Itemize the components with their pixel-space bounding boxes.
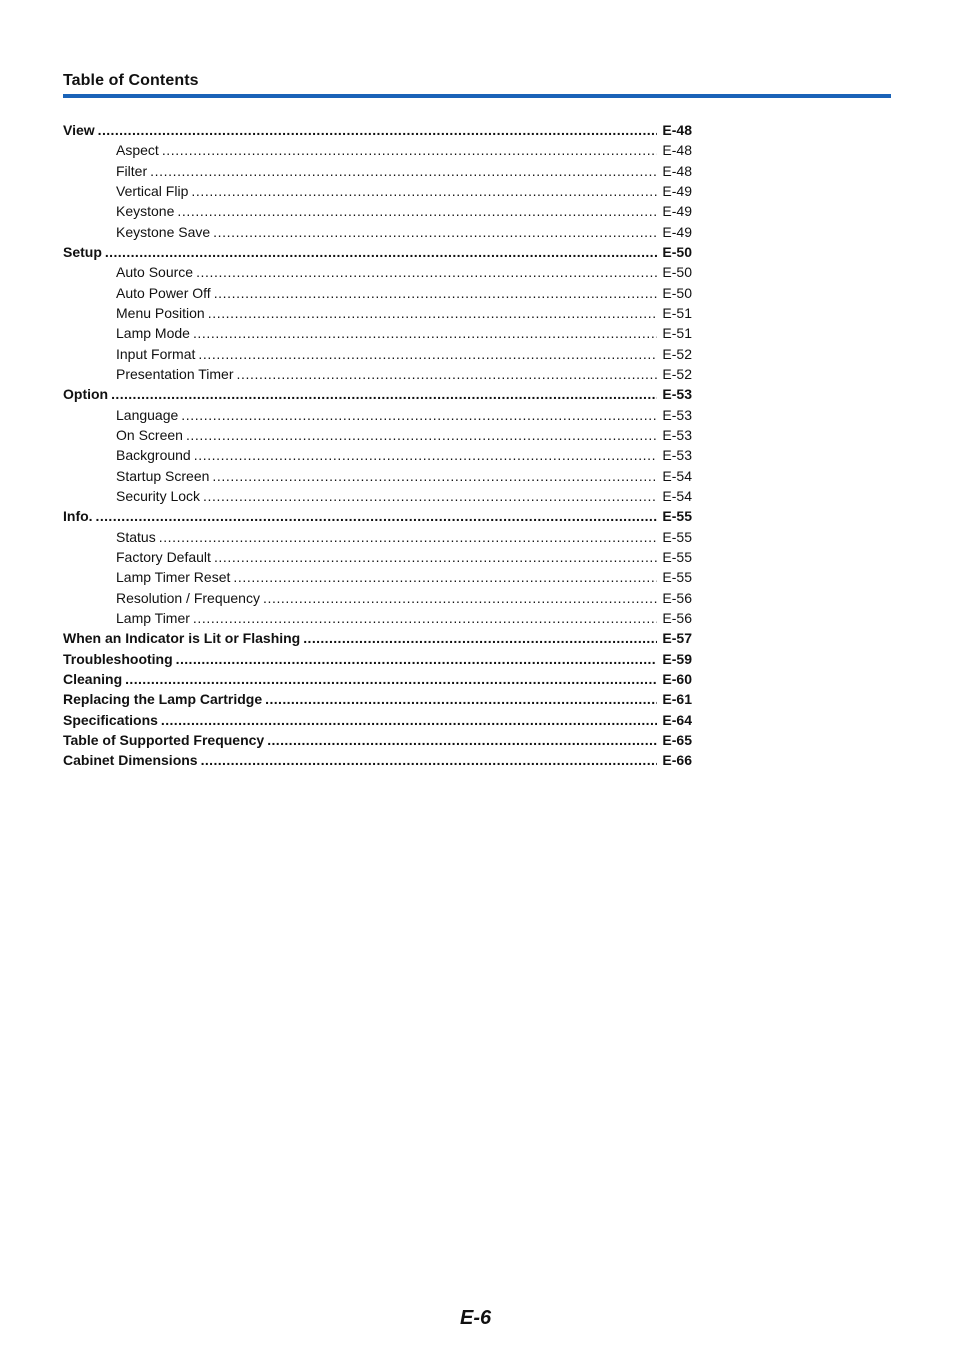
toc-dot-leader [111, 384, 657, 404]
toc-subsection-entry[interactable] [63, 445, 692, 465]
toc-entry-label: Info. [63, 508, 93, 525]
toc-entry-page: E-55 [662, 508, 692, 525]
toc-section-entry[interactable] [63, 669, 692, 689]
toc-dot-leader [267, 730, 657, 750]
toc-dot-leader [159, 527, 658, 547]
page-title: Table of Contents [63, 72, 199, 89]
toc-entry-label: Aspect [116, 142, 159, 159]
toc-dot-leader [191, 181, 657, 201]
toc-dot-leader [176, 649, 658, 669]
toc-entry-label: Filter [116, 162, 148, 179]
toc-dot-leader [177, 201, 657, 221]
toc-entry-label: Status [116, 528, 156, 545]
toc-entry-page: E-49 [662, 223, 692, 240]
toc-subsection-entry[interactable] [63, 323, 692, 343]
table-of-contents [63, 120, 692, 771]
toc-entry-label: Keystone [116, 203, 175, 220]
toc-entry-page: E-59 [662, 650, 692, 667]
toc-entry-label: On Screen [116, 426, 183, 443]
toc-dot-leader [186, 425, 657, 445]
toc-dot-leader [161, 710, 658, 730]
toc-entry-label: Auto Power Off [116, 284, 211, 301]
toc-entry-page: E-48 [662, 122, 692, 138]
toc-entry-page: E-49 [662, 182, 692, 199]
toc-entry-page: E-53 [662, 426, 692, 443]
toc-subsection-entry[interactable] [63, 527, 692, 547]
toc-subsection-entry[interactable] [63, 547, 692, 567]
toc-dot-leader [213, 222, 657, 242]
toc-entry-label: Lamp Timer [116, 609, 190, 626]
toc-subsection-entry[interactable] [63, 201, 692, 221]
toc-subsection-entry[interactable] [63, 588, 692, 608]
toc-subsection-entry[interactable] [63, 140, 692, 160]
toc-entry-page: E-60 [662, 670, 692, 687]
toc-dot-leader [203, 486, 657, 506]
toc-section-entry[interactable] [63, 710, 692, 730]
toc-subsection-entry[interactable] [63, 405, 692, 425]
toc-entry-page: E-64 [662, 711, 692, 728]
toc-section-entry[interactable] [63, 506, 692, 526]
toc-section-entry[interactable] [63, 750, 692, 770]
toc-entry-page: E-53 [662, 386, 692, 403]
toc-subsection-entry[interactable] [63, 567, 692, 587]
toc-entry-label: Auto Source [116, 264, 194, 281]
toc-dot-leader [198, 344, 657, 364]
toc-entry-page: E-61 [662, 691, 692, 708]
toc-dot-leader [162, 140, 658, 160]
toc-section-entry[interactable] [63, 384, 692, 404]
toc-entry-label: Presentation Timer [116, 365, 234, 382]
toc-entry-page: E-55 [662, 548, 692, 565]
toc-dot-leader [125, 669, 657, 689]
toc-entry-page: E-51 [662, 325, 692, 342]
toc-entry-label: Setup [63, 243, 102, 260]
toc-dot-leader [233, 567, 657, 587]
toc-entry-label: Table of Supported Frequency [63, 731, 265, 748]
toc-entry-page: E-54 [662, 487, 692, 504]
toc-entry-label: Language [116, 406, 179, 423]
toc-entry-page: E-48 [662, 142, 692, 159]
toc-subsection-entry[interactable] [63, 364, 692, 384]
toc-subsection-entry[interactable] [63, 181, 692, 201]
toc-entry-label: Keystone Save [116, 223, 211, 240]
toc-entry-page: E-49 [662, 203, 692, 220]
toc-entry-label: Cabinet Dimensions [63, 752, 198, 769]
toc-entry-page: E-51 [662, 304, 692, 321]
toc-dot-leader [214, 547, 657, 567]
toc-dot-leader [105, 242, 658, 262]
toc-entry-page: E-50 [662, 243, 692, 260]
toc-entry-label: Lamp Mode [116, 325, 190, 342]
toc-section-entry[interactable] [63, 689, 692, 709]
toc-entry-page: E-48 [662, 162, 692, 179]
toc-subsection-entry[interactable] [63, 608, 692, 628]
toc-entry-page: E-53 [662, 406, 692, 423]
toc-subsection-entry[interactable] [63, 222, 692, 242]
toc-entry-page: E-56 [662, 609, 692, 626]
toc-subsection-entry[interactable] [63, 262, 692, 282]
toc-dot-leader [201, 750, 658, 770]
toc-entry-label: Troubleshooting [63, 650, 173, 667]
toc-entry-label: Startup Screen [116, 467, 210, 484]
toc-dot-leader [212, 466, 657, 486]
toc-entry-label: Security Lock [116, 487, 201, 504]
toc-dot-leader [196, 262, 657, 282]
toc-subsection-entry[interactable] [63, 466, 692, 486]
toc-dot-leader [208, 303, 658, 323]
toc-entry-label: Resolution / Frequency [116, 589, 260, 606]
toc-section-entry[interactable] [63, 730, 692, 750]
toc-entry-page: E-52 [662, 345, 692, 362]
toc-entry-label: Menu Position [116, 304, 205, 321]
toc-entry-page: E-54 [662, 467, 692, 484]
toc-subsection-entry[interactable] [63, 344, 692, 364]
toc-entry-label: Input Format [116, 345, 196, 362]
toc-entry-page: E-50 [662, 264, 692, 281]
toc-entry-label: Lamp Timer Reset [116, 569, 231, 586]
toc-dot-leader [265, 689, 657, 709]
toc-entry-label: Vertical Flip [116, 182, 189, 199]
toc-entry-page: E-55 [662, 569, 692, 586]
toc-dot-leader [98, 120, 658, 140]
toc-entry-label: View [63, 122, 95, 138]
toc-subsection-entry[interactable] [63, 425, 692, 445]
toc-section-entry[interactable] [63, 628, 692, 648]
toc-dot-leader [96, 506, 658, 526]
toc-section-entry[interactable] [63, 242, 692, 262]
toc-entry-label: Specifications [63, 711, 158, 728]
toc-entry-page: E-56 [662, 589, 692, 606]
toc-dot-leader [150, 161, 657, 181]
page-number: E-6 [460, 1307, 492, 1329]
toc-entry-page: E-52 [662, 365, 692, 382]
toc-dot-leader [237, 364, 658, 384]
toc-dot-leader [194, 445, 658, 465]
toc-entry-page: E-65 [662, 731, 692, 748]
toc-entry-label: When an Indicator is Lit or Flashing [63, 630, 301, 647]
toc-entry-page: E-53 [662, 447, 692, 464]
toc-dot-leader [214, 283, 658, 303]
toc-subsection-entry[interactable] [63, 283, 692, 303]
toc-section-entry[interactable] [63, 120, 692, 140]
toc-section-entry[interactable] [63, 649, 692, 669]
toc-subsection-entry[interactable] [63, 486, 692, 506]
toc-subsection-entry[interactable] [63, 303, 692, 323]
toc-entry-label: Replacing the Lamp Cartridge [63, 691, 263, 708]
toc-entry-page: E-66 [662, 752, 692, 769]
toc-dot-leader [193, 323, 657, 343]
toc-dot-leader [181, 405, 657, 425]
toc-dot-leader [263, 588, 657, 608]
toc-entry-page: E-50 [662, 284, 692, 301]
toc-entry-page: E-55 [662, 528, 692, 545]
toc-entry-label: Background [116, 447, 191, 464]
toc-dot-leader [193, 608, 658, 628]
toc-subsection-entry[interactable] [63, 161, 692, 181]
toc-entry-page: E-57 [662, 630, 692, 647]
header-rule [63, 94, 891, 98]
toc-entry-label: Option [63, 386, 109, 403]
toc-entry-label: Factory Default [116, 548, 211, 565]
toc-entry-label: Cleaning [63, 670, 123, 687]
toc-dot-leader [303, 628, 657, 648]
